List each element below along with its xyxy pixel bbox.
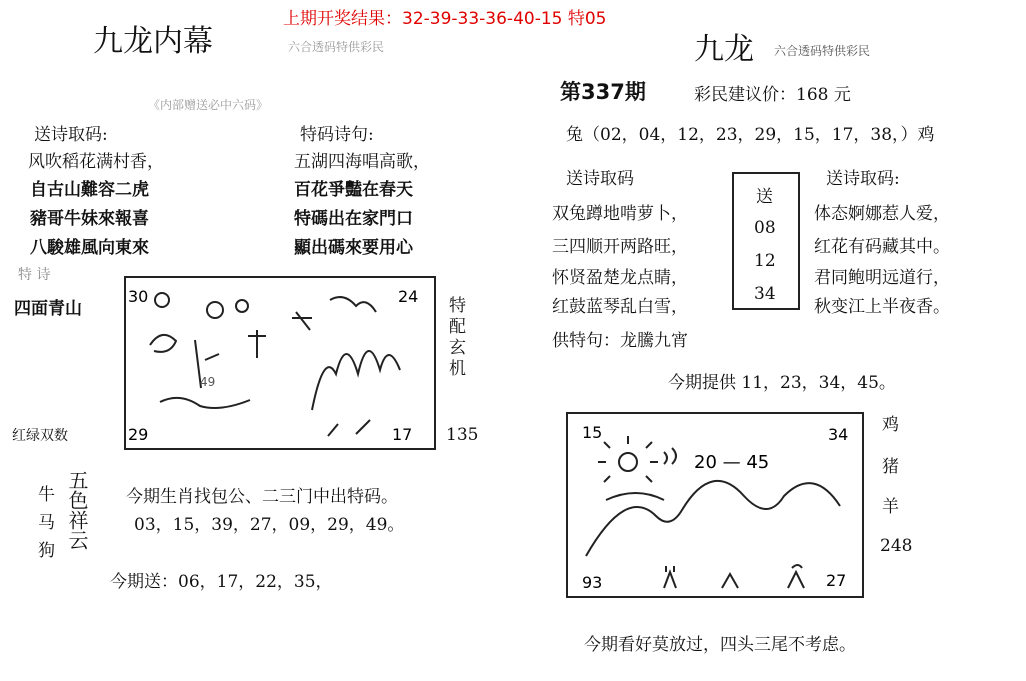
right-poem-left-3: 怀贤盈楚龙点睛，: [552, 268, 688, 288]
left-box-br: 17: [392, 425, 413, 444]
zodiac-1: 牛: [38, 485, 55, 505]
left-numbers-line: 03，15，39，27，09，29，49。: [134, 515, 405, 535]
right-poem-right-3: 君同鲍明远道行，: [814, 268, 950, 288]
left-special-line-2: 百花爭豔在春天: [294, 180, 413, 200]
zodiac-3: 狗: [38, 541, 55, 561]
left-ball-label: 红绿双数: [12, 428, 68, 444]
left-title: 九龙内幕: [93, 24, 213, 59]
left-hint: 今期生肖找包公、二三门中出特码。: [126, 487, 398, 507]
right-poem-label-right: 送诗取码:: [826, 169, 900, 189]
right-poem-left-2: 三四顺开两路旺，: [552, 237, 688, 257]
result-banner: 上期开奖结果：32-39-33-36-40-15 特05: [283, 9, 607, 29]
rabbit-line: 兔（02，04，12，23，29，15，17，38，）鸡: [566, 125, 935, 145]
right-title: 九龙: [694, 32, 754, 67]
doodle-grass: [722, 574, 738, 588]
right-subtitle: 六合透码特供彩民: [774, 44, 871, 58]
right-poem-right-1: 体态婀娜惹人爱，: [814, 204, 950, 224]
left-subtitle: 六合透码特供彩民: [288, 40, 385, 54]
doodle-ridge: [606, 493, 664, 500]
doodle-mountains: [586, 481, 840, 556]
special-line: 供特句：龙騰九宵: [552, 331, 688, 351]
send-box-label: 送: [756, 187, 773, 207]
doodle-clouds: [664, 448, 676, 464]
left-special-line-4: 顯出碼來要用心: [294, 238, 413, 258]
right-box-tl: 15: [582, 423, 603, 442]
left-side-phrase: 四面青山: [14, 299, 82, 319]
left-send-line: 今期送：06，17，22，35，: [110, 572, 333, 592]
left-special-line-3: 特碼出在家門口: [294, 209, 413, 229]
left-side-label: 特 诗: [18, 267, 51, 283]
side-animal-2: 猪: [882, 457, 899, 477]
send-box-num-3: 34: [754, 284, 776, 304]
left-poem-line-3: 豬哥牛妹來報喜: [30, 209, 149, 229]
right-box-middle: 20 — 45: [694, 452, 770, 473]
doodle-grass: [664, 566, 676, 588]
issue-number: 第337期: [560, 80, 646, 104]
provide-line: 今期提供 11，23，34，45。: [668, 373, 896, 393]
right-poem-right-4: 秋变江上半夜香。: [814, 297, 950, 317]
zodiac-2: 马: [38, 513, 55, 533]
left-poem-label: 送诗取码:: [34, 125, 108, 145]
price: 彩民建议价：168 元: [694, 85, 851, 105]
left-poem-line-4: 八駿雄風向東來: [30, 238, 149, 258]
doodle-grass: [788, 565, 804, 588]
left-poem-line-1: 风吹稻花满村香，: [28, 152, 164, 172]
left-special-label: 特码诗句:: [300, 125, 374, 145]
right-box-tr: 34: [828, 425, 849, 444]
footer-line: 今期看好莫放过，四头三尾不考虑。: [584, 635, 856, 655]
side-animal-1: 鸡: [882, 415, 899, 435]
left-slogan: 《内部赠送必中六码》: [148, 98, 269, 112]
doodle-sun-rays: [598, 436, 658, 482]
left-box-scribble: 49: [200, 375, 216, 389]
right-box-bl: 93: [582, 573, 603, 592]
send-box-num-2: 12: [754, 251, 776, 271]
left-right-number: 135: [446, 425, 479, 445]
left-colors-label: 五色祥云: [65, 470, 89, 550]
right-box-br: 27: [826, 571, 847, 590]
left-box-bl: 29: [128, 425, 149, 444]
left-poem-line-2: 自古山難容二虎: [30, 180, 149, 200]
send-box-num-1: 08: [754, 218, 776, 238]
right-poem-right-2: 红花有码藏其中。: [814, 237, 950, 257]
side-animal-3: 羊: [882, 497, 899, 517]
side-number: 248: [880, 536, 913, 556]
left-right-vertical: 特配玄机: [445, 296, 465, 380]
right-poem-left-4: 红鼓蓝琴乱白雪，: [552, 297, 688, 317]
right-poem-left-1: 双兔蹲地啃萝卜，: [552, 204, 688, 224]
doodle-sun: [619, 453, 637, 471]
left-special-line-1: 五湖四海唱高歌，: [294, 152, 430, 172]
right-poem-label-left: 送诗取码: [566, 169, 634, 189]
left-box-tr: 24: [398, 287, 419, 306]
left-box-tl: 30: [128, 287, 149, 306]
